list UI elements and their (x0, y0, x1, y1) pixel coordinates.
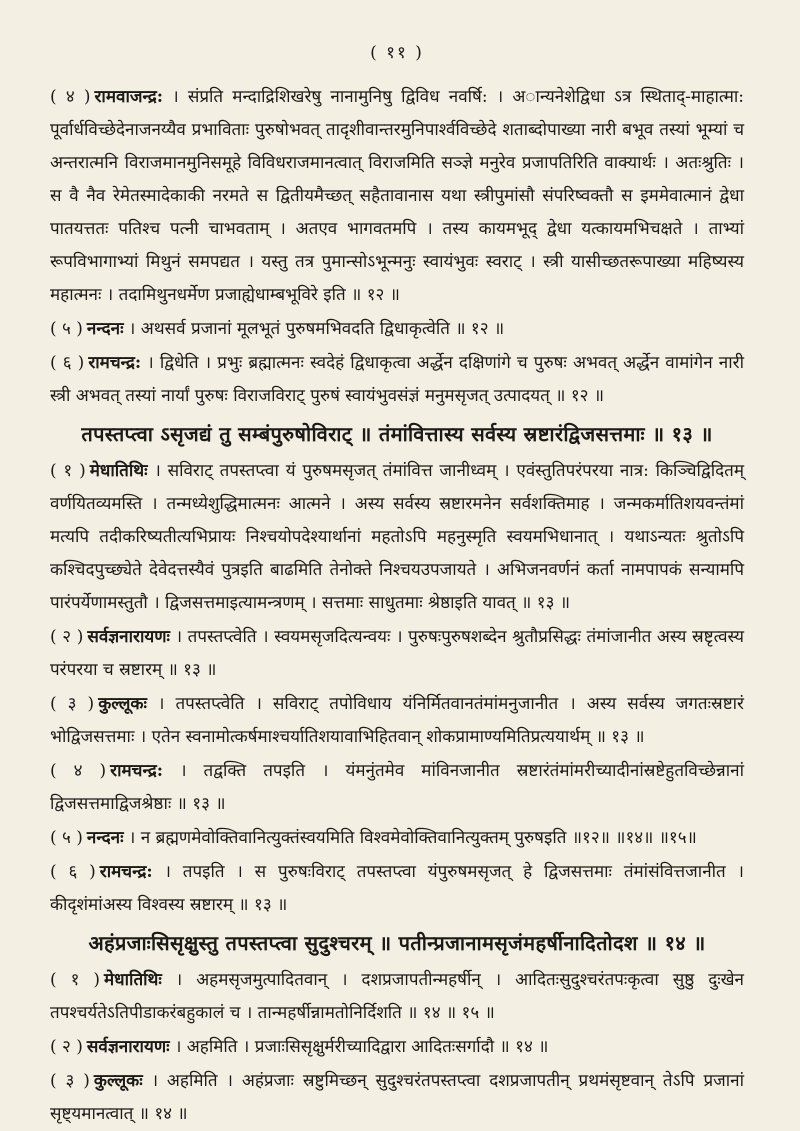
commentary-paragraph (50, 1031, 744, 1064)
commentator-name: कुल्लूकः (93, 1071, 143, 1091)
verse-heading: तपस्तप्त्वा ऽसृजद्यं तु सम्बंपुरुषोविराट् ॥ तंमांवित्तास्य सर्वस्य स्रष्टारंद्विजसत्तमाः ॥ १३ ॥ (81, 422, 713, 446)
commentator-name: रामचन्द्र: (110, 761, 164, 781)
commentary-paragraph (50, 81, 744, 312)
commentator-name: सर्वज्ञनारायणः (87, 627, 170, 647)
commentary-text: । तपस्तप्त्वेति । सविराट् तपोविधाय यंनिर्मितवानतंमांमनुजानीत । अस्य सर्वस्य जगतःस्रष्टारं भोद्विजसत्तमाः । एतेन स्वनामोत्कर्षमाश्चर्यातिशयावाभिहितवान् शोकप्रामाण्यमितिप्रत्ययार्थम् ॥ १३ ॥ (50, 694, 744, 747)
commentary-text: । संप्रति मन्दाद्रिशिखरेषु नानामुनिषु द्विविध नवर्षि: । अान्यनेशेद्विधा ऽत्र स्थिताद्-माहात्मा: पूर्वार्धविच्छेदेनाजनय्यैव प्रभाविताः पुरुषोभवत् तादृशीवान्तरमुनिपार्श्वविच्छेदे शताब्दोपाख्या नारी बभूव तस्यां भूम्यां च अन्तरात्मनि विराजमानमुनिसमूहे विविधराजमानत्वात् विराजमिति सञ्ज्ञे मनुरेव प्रजापतिरिति वाक्यार्थः । अतःश्रुतिः । स वै नैव रेमेतस्मादेकाकी नरमते स द्वितीयमैच्छत् सहैतावानास यथा स्त्रीपुमांसौ संपरिष्वक्तौ स इममेवात्मानं द्वेधा पातयत्ततः पतिश्च पत्नी चाभवताम् । अतएव भागवतमपि । तस्य कायमभूद् द्वेधा यत्कायमभिचक्षते । ताभ्यां रूपविभागाभ्यां मिथुनं समपद्यत । यस्तु तत्र पुमान्सोऽभून्मनुः स्वायंभुवः स्वराट् । स्त्री यासीच्छतरूपाख्या महिष्यस्य महात्मनः । तदामिथुनधर्मेण प्रजाह्येधाम्बभूविरे इति ॥ १२ ॥ (50, 87, 744, 305)
commentary-text: । अहमिति । प्रजाःसिसृक्षुर्मरीच्यादिद्वारा आदितःसर्गादौ ॥ १४ ॥ (174, 1037, 549, 1057)
commentary-paragraph (50, 688, 744, 754)
commentator-name: सर्वज्ञनारायणः (86, 1037, 170, 1057)
commentary-text: । अथसर्व प्रजानां मूलभूतं पुरुषमभिवदति द्विधाकृत्वेति ॥ १२ ॥ (128, 319, 505, 339)
commentary-paragraph (50, 822, 744, 855)
page-number: ( ११ ) (370, 43, 424, 63)
paragraph-number: ( ६ ) (50, 862, 96, 882)
commentary-text: । तपस्तप्त्वेति । स्वयमसृजदित्यन्वयः । पुरुषःपुरुषशब्देन श्रुतौप्रसिद्धः तंमांजानीत अस्य स्रष्टृत्वस्य परंपरया च स्रष्टारम् ॥ १३ ॥ (50, 627, 744, 680)
paragraph-number: ( १ ) (50, 461, 86, 481)
commentator-name: कुल्लूकः (98, 694, 147, 714)
paragraph-number: ( ४ ) (50, 87, 91, 107)
commentary-text: । द्विधेति । प्रभुः ब्रह्मात्मनः स्वदेहं द्विधाकृत्वा अर्द्धेन दक्षिणांगे च पुरुषः अभवत् अर्द्धेन वामांगेन नारी स्त्री अभवत् तस्यां नार्यां पुरुषः विराजविराट् पुरुषं स्वायंभुवसंज्ञं मनुमसृजत् उत्पादयत् ॥ १२ ॥ (50, 353, 744, 406)
paragraph-number: ( १ ) (50, 970, 101, 990)
paragraph-number: ( २ ) (50, 627, 84, 647)
commentary-paragraph (50, 455, 744, 620)
paragraph-number: ( ६ ) (50, 353, 85, 373)
commentator-name: रामवाजन्द्र: (94, 87, 164, 107)
commentary-paragraph (50, 313, 744, 346)
commentator-name: रामचन्द्र: (99, 862, 153, 882)
page-body (50, 81, 744, 1131)
paragraph-number: ( ३ ) (50, 1071, 90, 1091)
commentary-paragraph (50, 856, 744, 922)
commentary-text: । सविराट् तपस्तप्त्वा यं पुरुषमसृजत् तंमांवित्त जानीध्वम् । एवंस्तुतिपरंपरया नात्र: किञ्चिद्विदितम् वर्णयितव्यमस्ति । तन्मध्येशुद्धिमात्मनः आत्मने । अस्य सर्वस्य स्रष्टारमनेन सर्वशक्तिमाह । जन्मकर्मातिशयवन्तंमां मत्यपि तदीकरिष्यतीत्यभिप्रायः निश्चयोपदेश्यार्थानां महतोऽपि महनुस्मृति स्वयमभिधानात् । यथाऽन्यतः श्रुतोऽपि कश्चिदपुच्छ्येते देवेदत्तस्यैवं पुत्रइति बाढमिति तेनोक्ते निश्चयउपजायते । अभिजनवर्णनं कर्ता नामपापकं सन्यामपि पारंपर्येणामस्तुतौ । द्विजसत्तमाइत्यामन्त्रणम् । सत्तमाः साधुतमाः श्रेष्ठाइति यावत् ॥ १३ ॥ (50, 461, 745, 613)
commentary-text: । अहमिति । अहंप्रजाः स्रष्टुमिच्छन् सुदुश्चरंतपस्तप्त्वा दशप्रजापतीन् प्रथमंसृष्टवान् तेऽपि प्रजानां सृष्ट्यमानत्वात् ॥ १४ ॥ (50, 1071, 744, 1124)
commentary-paragraph (50, 755, 744, 821)
commentator-name: नन्दनः (86, 319, 124, 339)
verse-heading: अहंप्रजाःसिसृक्षुस्तु तपस्तप्त्वा सुदुश्चरम् ॥ पतीन्प्रजानामसृजंमहर्षीनादितोदश ॥ १४ ॥ (88, 931, 706, 955)
commentator-name: मेधातिथिः (104, 970, 162, 990)
commentary-text: । न ब्रह्मणमेवोक्तिवानित्युक्तंस्वयमिति विश्वमेवोक्तिवानित्युक्तम् पुरुषइति ॥१२॥ ॥१४॥ ॥१५॥ (128, 828, 697, 848)
commentary-paragraph (50, 621, 744, 687)
commentary-text: । तद्वक्ति तपइति । यंमनुंतमेव मांविनजानीत स्रष्टारंतंमांमरीच्यादीनांस्रष्टेहुतविच्छेन्नानां द्विजसत्तमाद्विजश्रेष्ठाः ॥ १३ ॥ (50, 761, 744, 814)
commentary-text: । तपइति । स पुरुषःविराट् तपस्तप्त्वा यंपुरुषमसृजत् हे द्विजसत्तमाः तंमांसंवित्तजानीत । कीदृशंमांअस्य विश्वस्य स्रष्टारम् ॥ १३ ॥ (50, 862, 744, 915)
paragraph-number: ( २ ) (50, 1037, 83, 1057)
commentator-name: नन्दनः (86, 828, 124, 848)
paragraph-number: ( ४ ) (50, 761, 107, 781)
paragraph-number: ( ५ ) (50, 319, 83, 339)
commentator-name: मेधातिथिः (89, 461, 148, 481)
paragraph-number: ( ५ ) (50, 828, 83, 848)
commentary-paragraph (50, 347, 744, 413)
paragraph-number: ( ३ ) (50, 694, 95, 714)
commentary-paragraph (50, 964, 744, 1030)
commentary-paragraph (50, 1065, 744, 1131)
commentary-text: । अहमसृजमुत्पादितवान् । दशप्रजापतीन्महर्षीन् । आदितःसुदुश्चरंतपःकृत्वा सुष्ठु दुःखेन तपश्चर्यतेऽतिपीडाकरंबहुकालं च । तान्महर्षीन्नामतोनिर्दिशति ॥ १४ ॥ १५ ॥ (50, 970, 744, 1023)
commentator-name: रामचन्द्र: (88, 353, 142, 373)
